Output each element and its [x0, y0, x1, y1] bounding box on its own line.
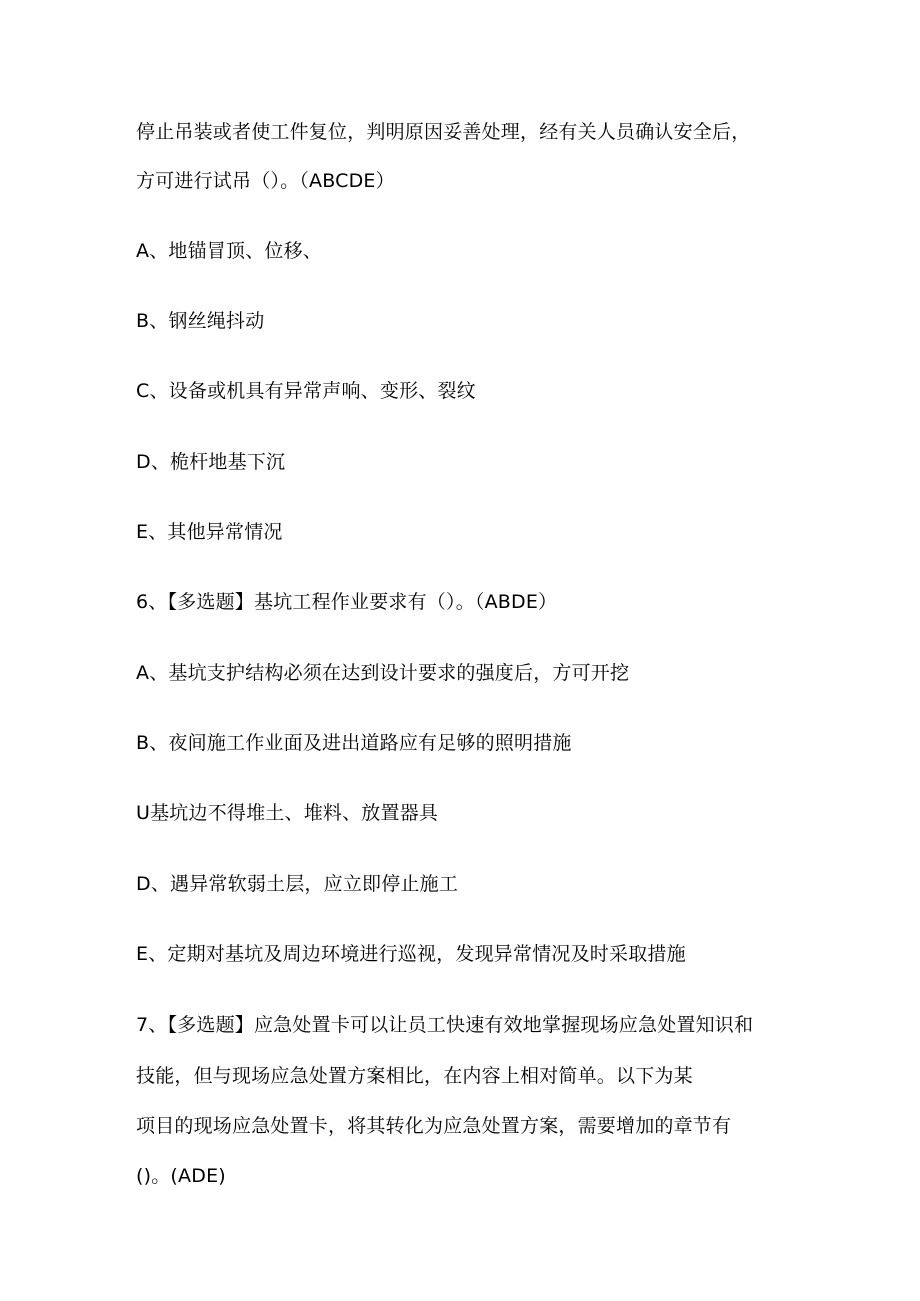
option-d: D、桅杆地基下沉: [136, 451, 286, 473]
paragraph-line: 技能，但与现场应急处置方案相比，在内容上相对简单。以下为某: [136, 1065, 693, 1087]
option-d: D、遇异常软弱土层，应立即停止施工: [136, 873, 459, 895]
option-e: E、定期对基坑及周边环境进行巡视，发现异常情况及时采取措施: [136, 943, 686, 965]
option-b: B、夜间施工作业面及进出道路应有足够的照明措施: [136, 732, 572, 754]
paragraph-line: 方可进行试吊（）。（ABCDE）: [136, 170, 395, 192]
option-c: U基坑边不得堆土、堆料、放置器具: [136, 802, 439, 824]
paragraph-line: ()。(ADE): [136, 1165, 226, 1187]
question-6: 6、【多选题】基坑工程作业要求有（）。（ABDE）: [136, 591, 558, 613]
question-7: 7、【多选题】应急处置卡可以让员工快速有效地掌握现场应急处置知识和: [136, 1014, 754, 1036]
option-a: A、基坑支护结构必须在达到设计要求的强度后，方可开挖: [136, 662, 630, 684]
paragraph-line: 项目的现场应急处置卡，将其转化为应急处置方案，需要增加的章节有: [136, 1115, 732, 1137]
paragraph-line: 停止吊装或者使工件复位，判明原因妥善处理，经有关人员确认安全后，: [136, 121, 751, 143]
option-c: C、设备或机具有异常声响、变形、裂纹: [136, 380, 476, 402]
option-a: A、地锚冒顶、位移、: [136, 240, 322, 262]
option-e: E、其他异常情况: [136, 521, 283, 543]
option-b: B、钢丝绳抖动: [136, 310, 265, 332]
